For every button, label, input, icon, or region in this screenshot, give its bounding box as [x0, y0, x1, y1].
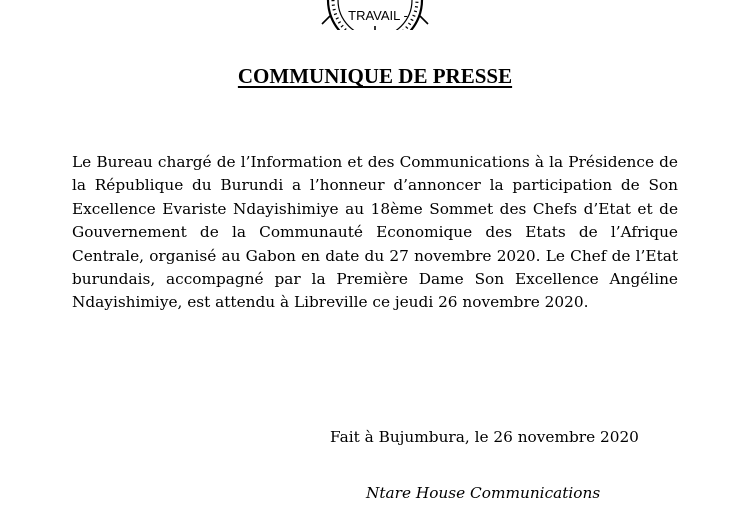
signature-line: Ntare House Communications	[366, 484, 601, 502]
seal-motto-text: TRAVAIL -	[348, 8, 408, 23]
body-paragraph: Le Bureau chargé de l’Information et des Communications à la Présidence de la République du Burundi a l’honneur d’annoncer la participation de Son Excellence Evariste Ndayishimiye au 18ème Sommet des Chefs d’Etat et de Gouvernement de la Communauté Economique des Etats de l’Afrique Centrale, organisé au Gabon en date du 27 novembre 2020. Le Chef de l’Etat burundais, accompagné par la Première Dame Son Excellence Angéline Ndayishimiye, est attendu à Libreville ce jeudi 26 novembre 2020.	[72, 153, 678, 312]
title-text: COMMUNIQUE DE PRESSE	[237, 64, 513, 88]
place-date-line: Fait à Bujumbura, le 26 novembre 2020	[330, 428, 639, 446]
presidential-seal	[300, 0, 450, 30]
page-title	[0, 63, 750, 89]
